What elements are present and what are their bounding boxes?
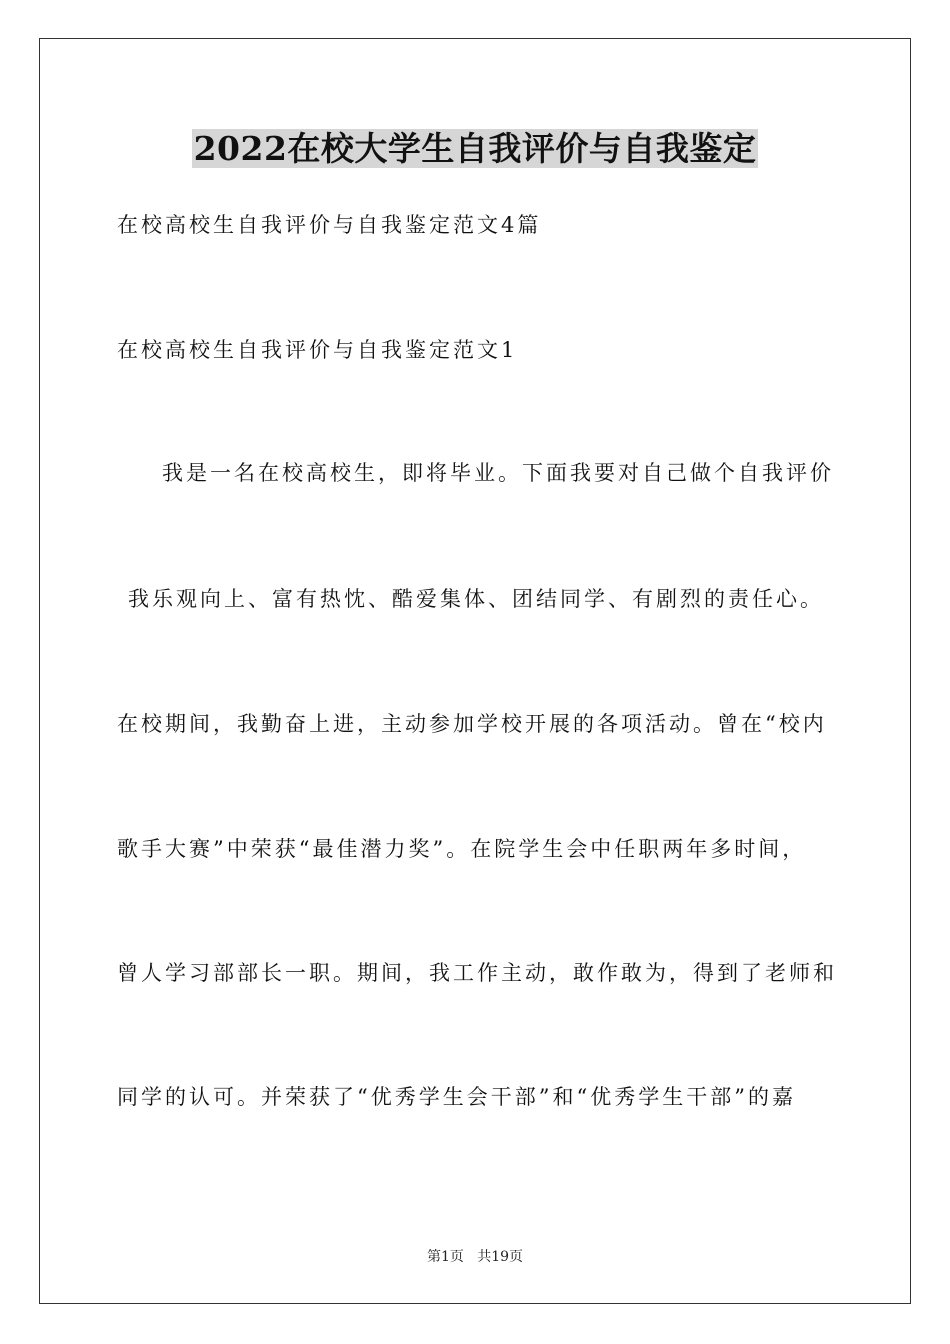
paragraph-line: 曾人学习部部长一职。期间，我工作主动，敢作敢为，得到了老师和 [117,961,837,985]
paragraph-line: 在校期间，我勤奋上进，主动参加学校开展的各项活动。曾在“校内 [117,712,827,736]
paragraph-line: 同学的认可。并荣获了“优秀学生会干部”和“优秀学生干部”的嘉 [117,1085,796,1109]
paragraph-line: 我是一名在校高校生，即将毕业。下面我要对自己做个自我评价 [162,461,834,485]
page-footer: 第1页 共19页 [426,1249,524,1265]
paragraph-line: 我乐观向上、富有热忱、酷爱集体、团结同学、有剧烈的责任心。 [128,587,824,611]
paragraph-line: 歌手大赛”中荣获“最佳潜力奖”。在院学生会中任职两年多时间， [117,837,807,861]
document-title [0,126,950,172]
section-heading: 在校高校生自我评价与自我鉴定范文1 [117,338,518,362]
document-title-text: 2022在校大学生自我评价与自我鉴定 [193,129,757,168]
subtitle-line: 在校高校生自我评价与自我鉴定范文4篇 [117,213,542,237]
